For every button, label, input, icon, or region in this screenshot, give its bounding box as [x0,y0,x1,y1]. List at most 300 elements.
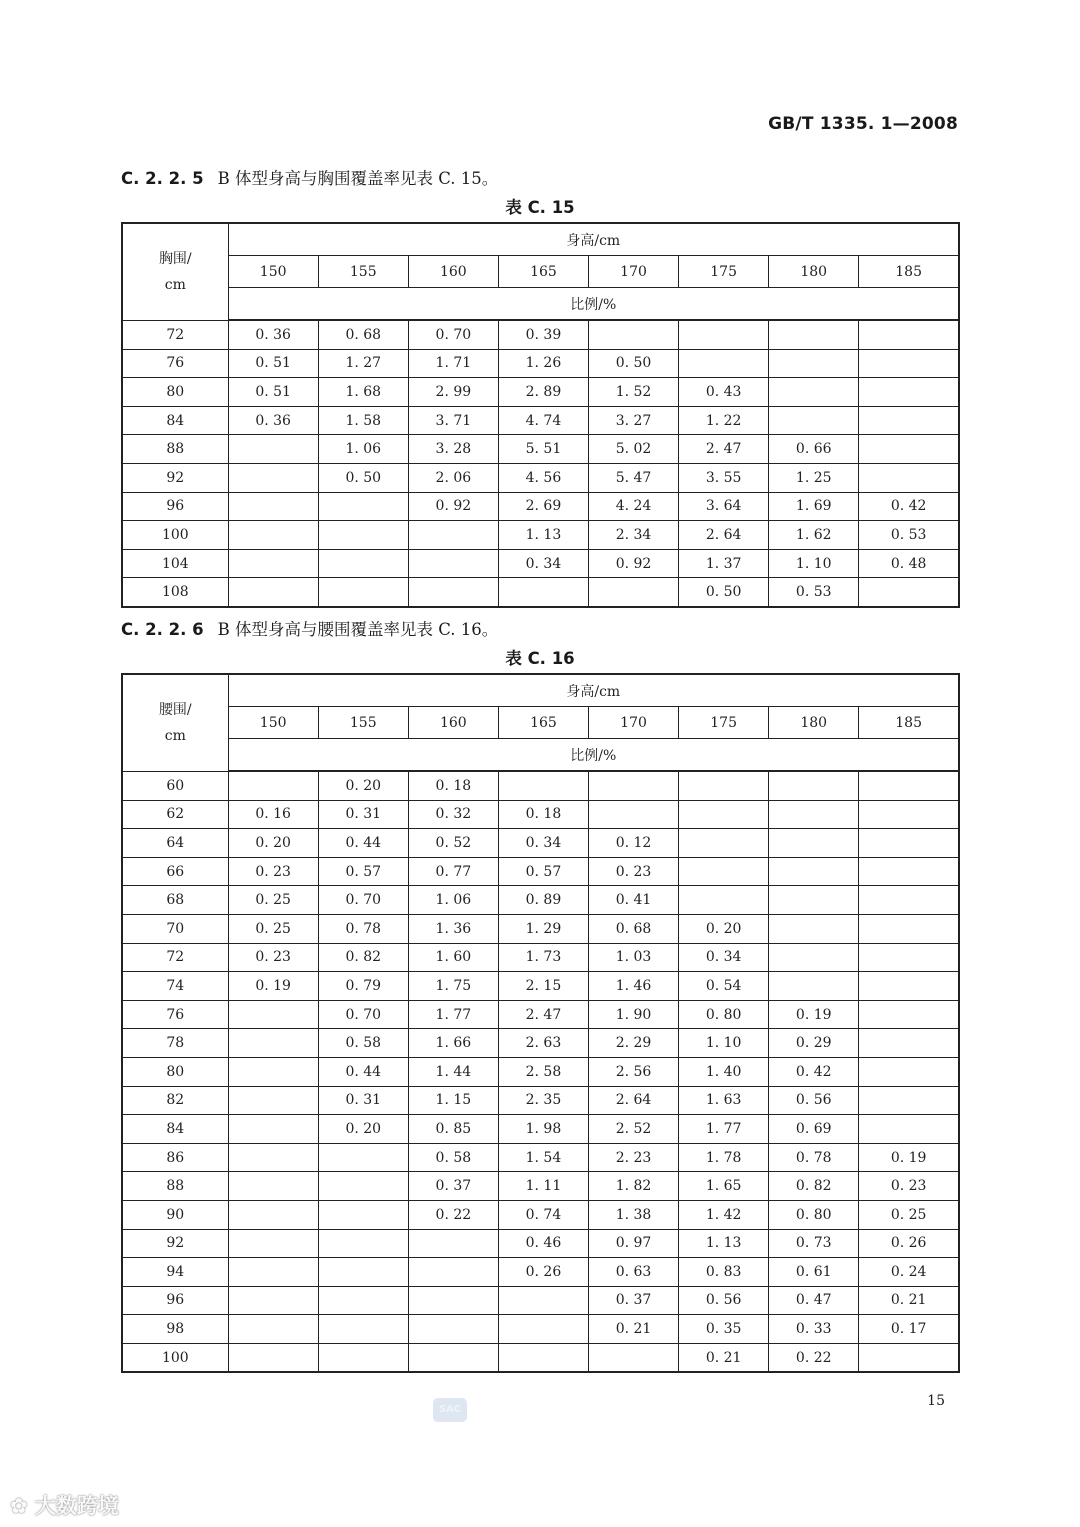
ratio-cell: 0. 31 [318,800,408,829]
ratio-cell [859,829,959,858]
ratio-cell [228,1200,318,1229]
table-row [122,406,959,435]
ratio-cell: 0. 31 [318,1086,408,1115]
ratio-cell: 0. 18 [408,771,498,800]
ratio-cell: 0. 73 [769,1229,859,1258]
height-column-header: 165 [498,256,588,288]
row-key-cell: 76 [122,349,228,378]
height-column-header: 165 [498,707,588,739]
ratio-cell: 0. 34 [679,943,769,972]
table-row [122,1029,959,1058]
ratio-cell: 0. 23 [228,857,318,886]
row-key-cell: 98 [122,1315,228,1344]
ratio-cell: 2. 63 [498,1029,588,1058]
ratio-cell: 2. 34 [588,521,678,550]
ratio-cell [769,972,859,1001]
row-key-cell: 72 [122,320,228,349]
ratio-cell: 0. 70 [318,886,408,915]
ratio-cell: 0. 69 [769,1115,859,1144]
ratio-cell: 0. 92 [408,492,498,521]
ratio-cell: 2. 15 [498,972,588,1001]
height-column-header: 160 [408,256,498,288]
ratio-cell [228,1143,318,1172]
clause-text: B 体型身高与腰围覆盖率见表 C. 16。 [217,620,499,639]
ratio-cell: 1. 62 [769,521,859,550]
ratio-cell [228,771,318,800]
row-key-cell: 108 [122,578,228,607]
ratio-cell [318,578,408,607]
height-column-header: 175 [679,256,769,288]
ratio-cell: 2. 47 [498,1000,588,1029]
height-column-header: 175 [679,707,769,739]
height-column-header: 180 [769,256,859,288]
table-row [122,521,959,550]
ratio-cell [859,1000,959,1029]
ratio-header: 比例/% [228,739,959,772]
ratio-cell: 1. 26 [498,349,588,378]
height-column-header: 170 [588,707,678,739]
ratio-cell [228,549,318,578]
ratio-cell: 1. 06 [318,435,408,464]
ratio-cell: 1. 66 [408,1029,498,1058]
ratio-cell: 0. 12 [588,829,678,858]
ratio-cell: 0. 43 [679,378,769,407]
ratio-cell: 3. 71 [408,406,498,435]
ratio-cell [228,463,318,492]
ratio-cell [228,1086,318,1115]
ratio-cell: 2. 29 [588,1029,678,1058]
ratio-cell: 0. 25 [859,1200,959,1229]
row-key-cell: 72 [122,943,228,972]
ratio-cell: 0. 57 [318,857,408,886]
ratio-cell: 0. 79 [318,972,408,1001]
watermark-logo-icon: ✿ [10,1494,35,1518]
table-row [122,1200,959,1229]
table-caption-c15: 表 C. 15 [505,198,575,217]
ratio-cell [318,1200,408,1229]
ratio-cell: 3. 64 [679,492,769,521]
ratio-cell [769,943,859,972]
table-row [122,943,959,972]
ratio-cell: 1. 63 [679,1086,769,1115]
ratio-cell: 1. 29 [498,914,588,943]
ratio-header: 比例/% [228,288,959,321]
row-key-cell: 100 [122,521,228,550]
table-caption-c16: 表 C. 16 [505,649,575,668]
table-row [122,1143,959,1172]
ratio-cell: 1. 90 [588,1000,678,1029]
row-key-cell: 90 [122,1200,228,1229]
ratio-cell: 0. 83 [679,1258,769,1287]
ratio-cell [228,1343,318,1372]
ratio-cell: 1. 77 [408,1000,498,1029]
ratio-cell: 2. 23 [588,1143,678,1172]
ratio-cell [859,435,959,464]
ratio-cell: 0. 26 [859,1229,959,1258]
ratio-cell: 1. 54 [498,1143,588,1172]
height-column-header: 180 [769,707,859,739]
ratio-cell: 0. 68 [588,914,678,943]
table-row [122,886,959,915]
ratio-cell: 1. 06 [408,886,498,915]
table-row [122,857,959,886]
ratio-cell: 0. 21 [588,1315,678,1344]
ratio-cell [679,771,769,800]
ratio-cell: 1. 13 [679,1229,769,1258]
ratio-cell: 1. 10 [679,1029,769,1058]
ratio-cell [318,521,408,550]
ratio-cell: 0. 82 [769,1172,859,1201]
clause-c225 [121,165,498,189]
ratio-cell [588,320,678,349]
ratio-cell: 0. 35 [679,1315,769,1344]
ratio-cell [679,857,769,886]
ratio-cell: 3. 27 [588,406,678,435]
ratio-cell: 0. 78 [769,1143,859,1172]
ratio-cell: 0. 47 [769,1286,859,1315]
ratio-cell: 0. 68 [318,320,408,349]
ratio-cell [228,1115,318,1144]
ratio-cell: 0. 25 [228,886,318,915]
table-c16 [121,673,960,1373]
ratio-cell [588,578,678,607]
clause-number: C. 2. 2. 6 [121,620,204,639]
ratio-cell: 1. 37 [679,549,769,578]
table-row [122,1343,959,1372]
ratio-cell [408,549,498,578]
ratio-cell: 0. 19 [228,972,318,1001]
table-row [122,435,959,464]
height-column-header: 170 [588,256,678,288]
ratio-cell: 1. 22 [679,406,769,435]
ratio-cell: 0. 22 [408,1200,498,1229]
ratio-cell [318,1172,408,1201]
ratio-cell: 1. 73 [498,943,588,972]
ratio-cell: 0. 56 [679,1286,769,1315]
row-key-cell: 62 [122,800,228,829]
table-row [122,914,959,943]
ratio-cell: 0. 66 [769,435,859,464]
table-row [122,378,959,407]
ratio-cell: 1. 60 [408,943,498,972]
ratio-cell [679,829,769,858]
ratio-cell: 1. 36 [408,914,498,943]
ratio-cell [228,1057,318,1086]
ratio-cell [408,1343,498,1372]
ratio-cell: 0. 20 [228,829,318,858]
row-header-label: 胸围/ [158,250,192,267]
row-header-label: 腰围/ [158,701,192,718]
ratio-cell [408,521,498,550]
ratio-cell [769,771,859,800]
ratio-cell [318,1229,408,1258]
table-row [122,771,959,800]
ratio-cell: 0. 57 [498,857,588,886]
ratio-cell: 0. 20 [318,1115,408,1144]
ratio-cell [859,1057,959,1086]
ratio-cell [228,1172,318,1201]
table-row [122,829,959,858]
ratio-cell [859,886,959,915]
ratio-cell: 0. 22 [769,1343,859,1372]
table-row [122,463,959,492]
ratio-cell: 0. 53 [859,521,959,550]
row-key-cell: 66 [122,857,228,886]
ratio-cell: 0. 80 [769,1200,859,1229]
ratio-cell: 0. 52 [408,829,498,858]
ratio-cell: 1. 77 [679,1115,769,1144]
ratio-cell: 0. 53 [769,578,859,607]
height-header: 身高/cm [228,674,959,707]
table-row [122,1000,959,1029]
ratio-cell [679,800,769,829]
ratio-cell: 0. 50 [679,578,769,607]
ratio-cell: 1. 98 [498,1115,588,1144]
table-row [122,1229,959,1258]
ratio-cell: 1. 75 [408,972,498,1001]
ratio-cell: 0. 51 [228,378,318,407]
height-column-header: 160 [408,707,498,739]
ratio-cell: 1. 10 [769,549,859,578]
ratio-cell: 2. 58 [498,1057,588,1086]
row-key-cell: 84 [122,406,228,435]
ratio-cell [228,1000,318,1029]
ratio-cell: 0. 70 [408,320,498,349]
row-key-cell: 82 [122,1086,228,1115]
row-key-cell: 84 [122,1115,228,1144]
ratio-cell [859,771,959,800]
ratio-cell [859,578,959,607]
ratio-cell [859,1029,959,1058]
ratio-cell: 0. 51 [228,349,318,378]
ratio-cell: 0. 20 [318,771,408,800]
ratio-cell: 2. 69 [498,492,588,521]
ratio-cell: 2. 06 [408,463,498,492]
ratio-cell [859,943,959,972]
ratio-cell [859,914,959,943]
row-key-cell: 86 [122,1143,228,1172]
row-key-cell: 96 [122,492,228,521]
ratio-cell: 0. 37 [408,1172,498,1201]
ratio-cell [859,320,959,349]
ratio-cell: 1. 11 [498,1172,588,1201]
table-row [122,1258,959,1287]
ratio-cell [769,320,859,349]
ratio-cell: 0. 48 [859,549,959,578]
ratio-cell: 0. 24 [859,1258,959,1287]
ratio-cell: 1. 15 [408,1086,498,1115]
table-row [122,800,959,829]
ratio-cell: 0. 58 [318,1029,408,1058]
row-key-cell: 74 [122,972,228,1001]
ratio-cell: 0. 37 [588,1286,678,1315]
ratio-cell [859,800,959,829]
row-key-cell: 92 [122,463,228,492]
row-header-cell [122,223,228,320]
ratio-cell [318,1315,408,1344]
ratio-cell: 0. 34 [498,549,588,578]
ratio-cell [769,800,859,829]
ratio-cell [228,1258,318,1287]
table-row [122,492,959,521]
ratio-cell: 5. 02 [588,435,678,464]
ratio-cell: 1. 27 [318,349,408,378]
row-key-cell: 70 [122,914,228,943]
ratio-cell: 0. 58 [408,1143,498,1172]
table-row [122,1115,959,1144]
table-row [122,578,959,607]
ratio-cell: 0. 21 [679,1343,769,1372]
ratio-cell [228,1315,318,1344]
ratio-cell: 1. 25 [769,463,859,492]
ratio-cell [228,1029,318,1058]
table-row [122,549,959,578]
ratio-cell: 1. 78 [679,1143,769,1172]
ratio-cell: 0. 41 [588,886,678,915]
row-key-cell: 80 [122,378,228,407]
ratio-cell: 0. 61 [769,1258,859,1287]
ratio-cell: 0. 63 [588,1258,678,1287]
ratio-cell: 0. 29 [769,1029,859,1058]
ratio-cell: 0. 56 [769,1086,859,1115]
ratio-cell: 0. 23 [588,857,678,886]
table-row [122,972,959,1001]
row-key-cell: 60 [122,771,228,800]
ratio-cell: 2. 89 [498,378,588,407]
row-key-cell: 64 [122,829,228,858]
ratio-cell [859,1115,959,1144]
table-row [122,1086,959,1115]
table-c15 [121,222,960,608]
ratio-cell: 0. 20 [679,914,769,943]
ratio-cell: 0. 78 [318,914,408,943]
ratio-cell [769,857,859,886]
ratio-cell: 0. 82 [318,943,408,972]
ratio-cell: 0. 16 [228,800,318,829]
ratio-cell [498,1343,588,1372]
ratio-cell [859,463,959,492]
ratio-cell [769,829,859,858]
ratio-cell [859,972,959,1001]
ratio-cell: 2. 52 [588,1115,678,1144]
ratio-cell: 0. 85 [408,1115,498,1144]
ratio-cell [588,771,678,800]
row-key-cell: 100 [122,1343,228,1372]
row-header-unit: cm [164,276,186,293]
ratio-cell: 0. 33 [769,1315,859,1344]
clause-number: C. 2. 2. 5 [121,169,204,188]
ratio-cell: 0. 80 [679,1000,769,1029]
ratio-cell: 0. 44 [318,1057,408,1086]
ratio-cell: 0. 19 [859,1143,959,1172]
ratio-cell [859,406,959,435]
ratio-cell [859,1086,959,1115]
height-column-header: 185 [859,256,959,288]
ratio-cell [318,492,408,521]
ratio-cell [859,378,959,407]
ratio-cell: 1. 13 [498,521,588,550]
ratio-cell: 2. 56 [588,1057,678,1086]
ratio-cell: 1. 46 [588,972,678,1001]
ratio-cell [228,492,318,521]
clause-text: B 体型身高与胸围覆盖率见表 C. 15。 [217,169,499,188]
height-column-header: 150 [228,707,318,739]
height-column-header: 150 [228,256,318,288]
ratio-cell: 0. 46 [498,1229,588,1258]
ratio-cell: 0. 32 [408,800,498,829]
row-key-cell: 78 [122,1029,228,1058]
ratio-cell [769,378,859,407]
page-number: 15 [927,1393,945,1409]
ratio-cell: 2. 64 [679,521,769,550]
ratio-cell: 0. 50 [588,349,678,378]
ratio-cell [228,435,318,464]
ratio-cell: 0. 39 [498,320,588,349]
ratio-cell: 4. 74 [498,406,588,435]
height-column-header: 185 [859,707,959,739]
ratio-cell [408,1286,498,1315]
ratio-cell [859,857,959,886]
ratio-cell [769,406,859,435]
ratio-cell [408,1315,498,1344]
ratio-cell: 0. 25 [228,914,318,943]
ratio-cell: 1. 03 [588,943,678,972]
height-column-header: 155 [318,256,408,288]
row-header-cell [122,674,228,771]
ratio-cell: 1. 68 [318,378,408,407]
ratio-cell: 1. 38 [588,1200,678,1229]
row-key-cell: 76 [122,1000,228,1029]
ratio-cell: 4. 56 [498,463,588,492]
ratio-cell [318,1343,408,1372]
ratio-cell [408,1258,498,1287]
row-key-cell: 88 [122,435,228,464]
row-key-cell: 80 [122,1057,228,1086]
ratio-cell: 0. 17 [859,1315,959,1344]
ratio-cell [859,1343,959,1372]
ratio-cell: 1. 44 [408,1057,498,1086]
ratio-cell [588,800,678,829]
ratio-cell: 5. 47 [588,463,678,492]
ratio-cell: 4. 24 [588,492,678,521]
standard-code: GB/T 1335. 1—2008 [768,114,958,134]
watermark [10,1490,119,1520]
table-row [122,320,959,349]
ratio-cell: 0. 77 [408,857,498,886]
ratio-cell [588,1343,678,1372]
ratio-cell: 1. 40 [679,1057,769,1086]
ratio-cell: 0. 74 [498,1200,588,1229]
ratio-cell [679,886,769,915]
ratio-cell [769,886,859,915]
ratio-cell [408,1229,498,1258]
sac-logo: SAC [433,1398,467,1422]
ratio-cell [769,349,859,378]
row-key-cell: 92 [122,1229,228,1258]
ratio-cell [769,914,859,943]
ratio-cell [498,578,588,607]
ratio-cell: 1. 69 [769,492,859,521]
ratio-cell: 0. 26 [498,1258,588,1287]
ratio-cell [228,1229,318,1258]
ratio-cell: 1. 42 [679,1200,769,1229]
ratio-cell: 0. 34 [498,829,588,858]
ratio-cell: 2. 35 [498,1086,588,1115]
ratio-cell: 0. 44 [318,829,408,858]
ratio-cell: 0. 97 [588,1229,678,1258]
row-header-unit: cm [164,727,186,744]
row-key-cell: 104 [122,549,228,578]
